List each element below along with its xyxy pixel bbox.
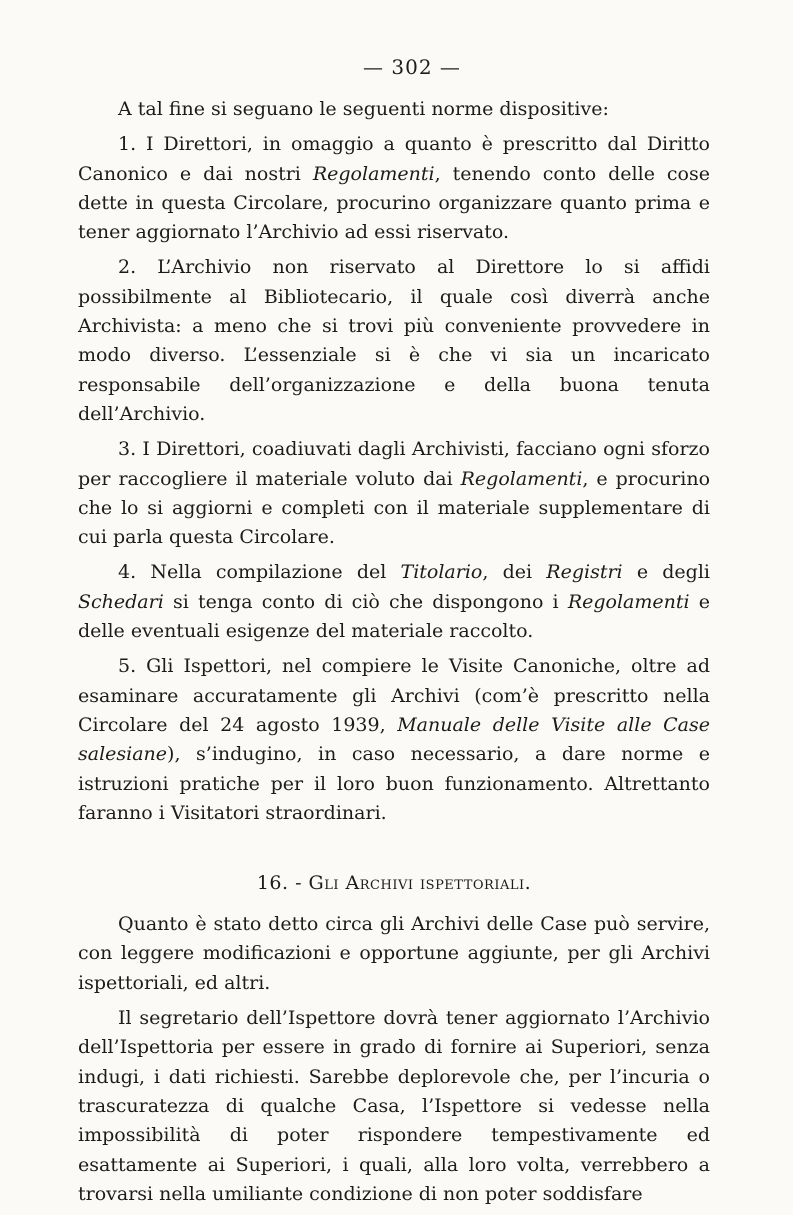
- italic-term: Registri: [546, 561, 623, 584]
- text-run: ), s’indugino, in caso necessario, a dare norme e istruzioni pratiche per il loro buon funzionamento. Altrettanto faranno i Visitatori straordinari.: [78, 743, 710, 824]
- norm-item-3: [78, 435, 710, 552]
- text-run: , tenendo conto delle cose dette in questa Circolare, procurino organizzare quanto prima e tener aggiornato l’Archivio ad essi riservato.: [78, 162, 710, 244]
- italic-term: Regolamenti: [312, 162, 435, 185]
- italic-term: Manuale delle Visite alle Case salesiane: [78, 713, 711, 766]
- text-run: 2. L’Archivio non riservato al Direttore lo si affidi possibilmente al Bibliotecario, il quale così diverrà anche Archivista: a meno che si trovi più conveniente provvedere in modo diverso. L’essenziale si è che vi sia un incaricato responsabile dell’organizzazione e della buona tenuta dell’Archivio.: [78, 256, 710, 425]
- italic-term: Regolamenti: [567, 590, 690, 613]
- intro-paragraph: A tal fine si seguano le seguenti norme dispositive:: [118, 98, 609, 120]
- text-run: si tenga conto di ciò che dispongono i: [163, 590, 568, 613]
- italic-term: Schedari: [78, 590, 164, 613]
- norm-item-1: [78, 130, 710, 247]
- section-title: Gli Archivi ispettoriali.: [308, 872, 532, 895]
- text-run: e degli: [622, 561, 710, 584]
- section-paragraph-2: Il segretario dell’Ispettore dovrà tener aggiornato l’Archivio dell’Ispettoria per essere in grado di fornire ai Superiori, senza indugi, i dati richiesti. Sarebbe deplorevole che, per l’incuria o trascuratezza di qualche Casa, l’Ispettore si vedesse nella impossibilità di poter rispondere tempestivamente ed esattamente ai Superiori, i quali, alla loro volta, verrebbero a trovarsi nella umiliante condizione di non poter soddisfare: [78, 1007, 710, 1205]
- section-number: 16. -: [256, 872, 309, 895]
- text-run: 5. Gli Ispettori, nel compiere le Visite Canoniche, oltre ad esaminare accuratamente gli Archivi (com’è prescritto nella Circolare del 24 agosto 1939,: [78, 655, 710, 736]
- norms-list: [78, 130, 710, 828]
- text-run: 3. I Direttori, coadiuvati dagli Archivisti, facciano ogni sforzo per raccogliere il materiale voluto dai: [78, 438, 710, 490]
- text-run: 1. I Direttori, in omaggio a quanto è prescritto dal Diritto Canonico e dai nostri: [78, 133, 710, 185]
- norm-item-5: [78, 652, 710, 828]
- norm-item-2: [78, 253, 710, 429]
- section-heading: [78, 872, 710, 894]
- document-page: [78, 55, 710, 1215]
- section-paragraph-1: Quanto è stato detto circa gli Archivi delle Case può servire, con leggere modificazioni e opportune aggiunte, per gli Archivi ispettoriali, ed altri.: [78, 913, 710, 994]
- text-run: e delle eventuali esigenze del materiale raccolto.: [78, 590, 710, 643]
- italic-term: Regolamenti: [460, 467, 583, 490]
- norm-item-4: [78, 558, 710, 646]
- text-run: 4. Nella compilazione del: [118, 561, 401, 584]
- text-run: , dei: [482, 561, 547, 584]
- page-number: — 302 —: [363, 55, 461, 79]
- italic-term: Titolario: [400, 561, 483, 584]
- text-run: , e procurino che lo si aggiorni e completi con il materiale supplementare di cui parla questa Circolare.: [78, 467, 711, 549]
